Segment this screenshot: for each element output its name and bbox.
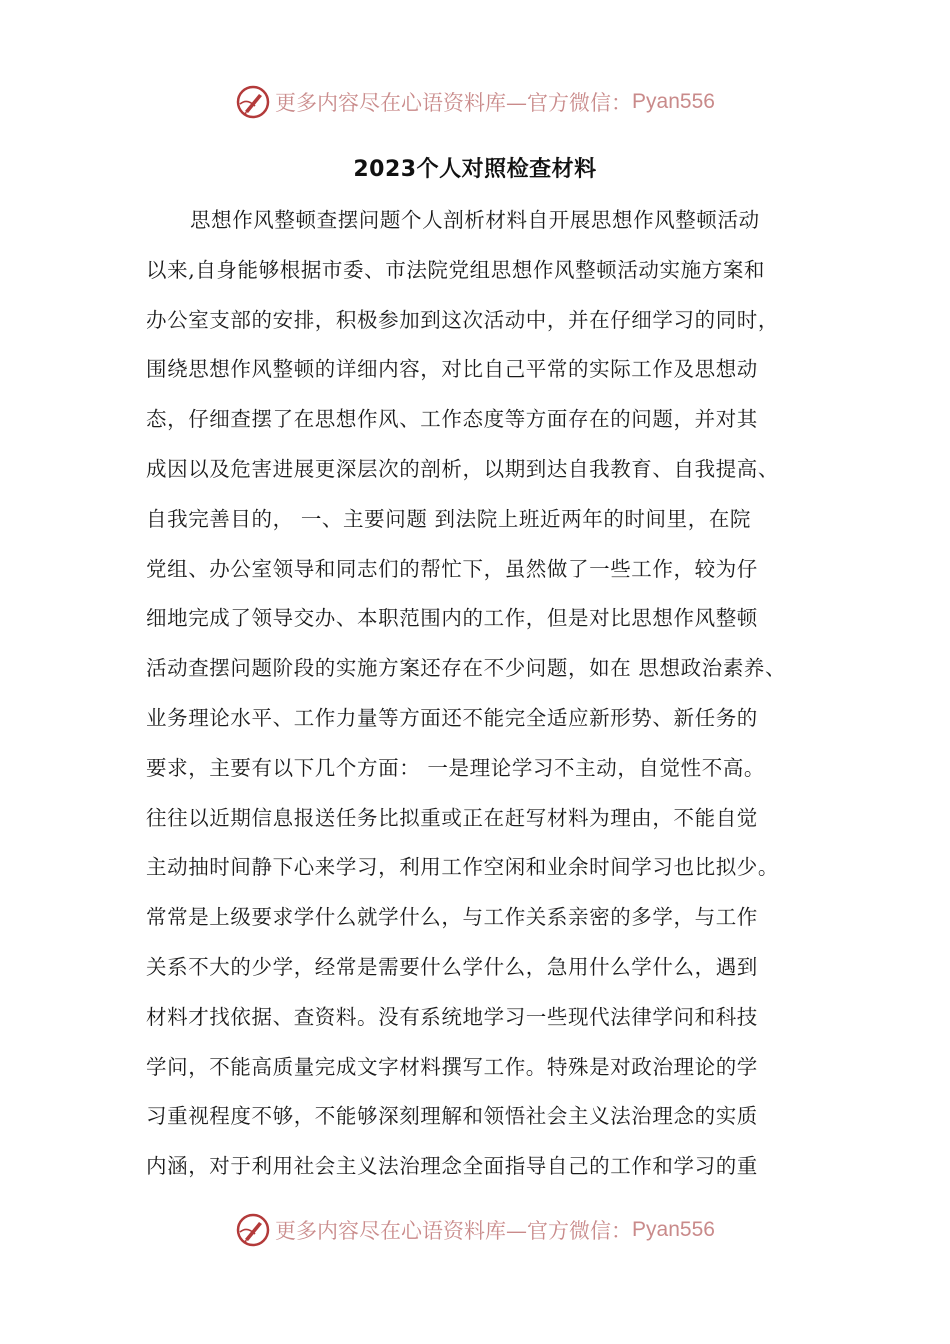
body-line: 以来,自身能够根据市委、市法院党组思想作风整顿活动实施方案和: [146, 257, 766, 282]
body-line: 业务理论水平、工作力量等方面还不能完全适应新形势、新任务的: [146, 705, 758, 730]
footer-banner-text: 更多内容尽在心语资料库—官方微信：: [275, 1219, 633, 1243]
document-body: [146, 196, 818, 1192]
pen-circle-logo-icon: [235, 84, 271, 120]
footer-banner: [0, 1208, 950, 1252]
body-line: 主动抽时间静下心来学习，利用工作空闲和业余时间学习也比拟少。: [146, 855, 779, 880]
body-line: 材料才找依据、查资料。没有系统地学习一些现代法律学问和科技: [146, 1004, 758, 1029]
body-line: 围绕思想作风整顿的详细内容，对比自己平常的实际工作及思想动: [146, 357, 758, 382]
body-line: 办公室支部的安排，积极参加到这次活动中，并在仔细学习的同时，: [146, 307, 779, 332]
body-line: 自我完善目的， 一、主要问题 到法院上班近两年的时间里，在院: [146, 506, 752, 531]
document-title: 2023个人对照检查材料: [353, 157, 597, 182]
banner-wechat-id: Pyan556: [632, 90, 715, 113]
body-line: 要求，主要有以下几个方面： 一是理论学习不主动，自觉性不高。: [146, 755, 766, 780]
body-line: 关系不大的少学，经常是需要什么学什么，急用什么学什么，遇到: [146, 954, 758, 979]
body-line: 活动查摆问题阶段的实施方案还存在不少问题，如在 思想政治素养、: [146, 656, 787, 681]
banner-text: 更多内容尽在心语资料库—官方微信：: [275, 91, 633, 115]
body-line: 成因以及危害进展更深层次的剖析，以期到达自我教育、自我提高、: [146, 456, 779, 481]
body-line: 党组、办公室领导和同志们的帮忙下，虽然做了一些工作，较为仔: [146, 556, 758, 581]
pen-circle-logo-icon: [235, 1212, 271, 1248]
body-line: 内涵，对于利用社会主义法治理念全面指导自己的工作和学习的重: [146, 1154, 758, 1179]
body-line: 习重视程度不够，不能够深刻理解和领悟社会主义法治理念的实质: [146, 1104, 758, 1129]
footer-banner-wechat-id: Pyan556: [632, 1218, 715, 1241]
body-line: 学问，不能高质量完成文字材料撰写工作。特殊是对政治理论的学: [146, 1054, 758, 1079]
body-line: 思想作风整顿查摆问题个人剖析材料自开展思想作风整顿活动: [190, 208, 760, 232]
body-line: 细地完成了领导交办、本职范围内的工作，但是对比思想作风整顿: [146, 606, 758, 631]
header-banner: [0, 80, 950, 124]
body-line: 态，仔细查摆了在思想作风、工作态度等方面存在的问题，并对其: [146, 407, 758, 432]
body-line: 常常是上级要求学什么就学什么，与工作关系亲密的多学，与工作: [146, 905, 758, 930]
body-line: 往往以近期信息报送任务比拟重或正在赶写材料为理由，不能自觉: [146, 805, 758, 830]
